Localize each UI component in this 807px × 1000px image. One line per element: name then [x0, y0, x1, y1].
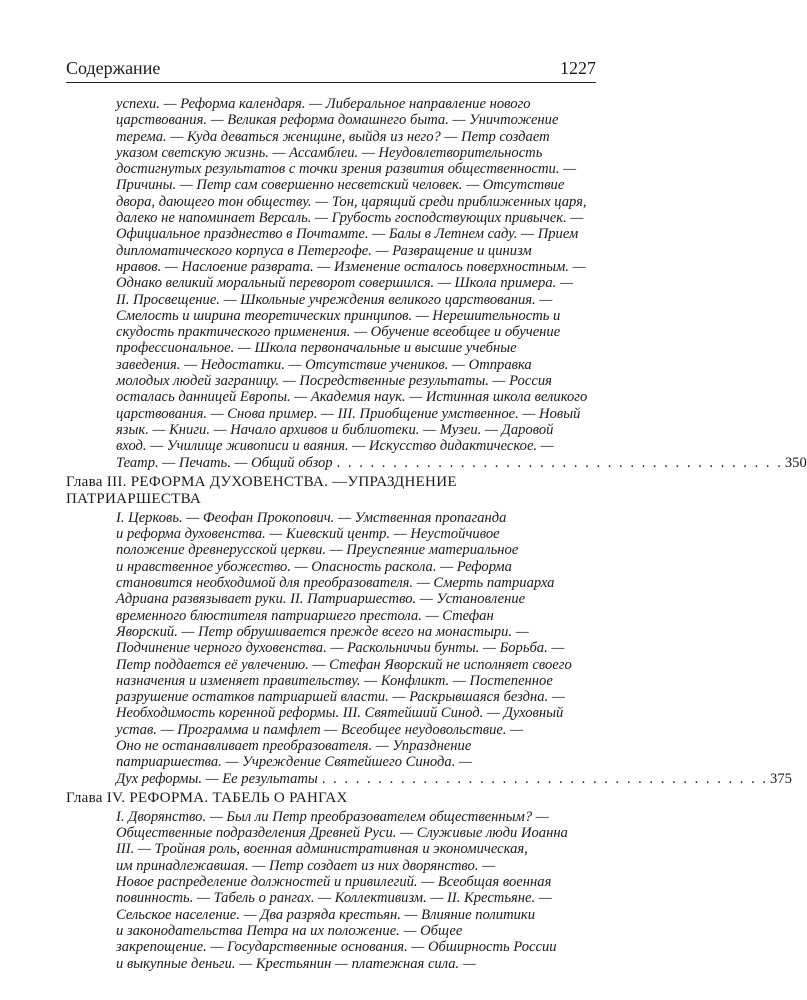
- toc-entry-summary: [116, 809, 596, 972]
- summary-line: III. — Тройная роль, военная административная и экономическая,: [116, 841, 528, 858]
- summary-line: скудость практического применения. — Обучение всеобщее и обучение: [116, 324, 561, 341]
- summary-line: молодых людей заграницу. — Посредственные результаты. — Россия: [116, 373, 552, 390]
- summary-line: заведения. — Недостатки. — Отсутствие учеников. — Отправка: [116, 356, 532, 373]
- summary-line: и законодательства Петра на их положение. — Общее: [116, 922, 463, 939]
- summary-line: Яворский. — Петр обрушивается прежде всего на монастыри. —: [116, 623, 529, 640]
- toc-entry-summary: [116, 96, 807, 471]
- summary-line: дипломатического корпуса в Петергофе. — Развращение и цинизм: [116, 242, 532, 259]
- summary-line: Необходимость коренной реформы. III. Святейший Синод. — Духовный: [116, 705, 564, 722]
- summary-line: Однако великий моральный переворот совершился. — Школа примера. —: [116, 275, 573, 292]
- summary-line: двора, дающего тон обществу. — Тон, царящий среди приближенных царя,: [116, 193, 587, 210]
- summary-line: терема. — Куда деваться женщине, выйдя из него? — Петр создает: [116, 128, 550, 145]
- summary-line: становится необходимой для преобразователя. — Смерть патриарха: [116, 575, 555, 592]
- summary-line: Адриана развязывает руки. II. Патриаршество. — Установление: [116, 591, 526, 608]
- summary-line: устав. — Программа и памфлет — Всеобщее неудовольствие. —: [116, 721, 524, 738]
- summary-line: Театр. — Печать. — Общий обзор: [116, 454, 333, 471]
- summary-line: Общественные подразделения Древней Руси. — Служивые люди Иоанна: [116, 825, 568, 842]
- summary-line: царствования. — Великая реформа домашнего быта. — Уничтожение: [116, 112, 559, 129]
- summary-line: нравов. — Наслоение разврата. — Изменение осталось поверхностным. —: [116, 258, 586, 275]
- toc-page-number: 375: [770, 770, 792, 787]
- summary-line: закрепощение. — Государственные основания. — Обширность России: [116, 939, 557, 956]
- toc-entry-summary: [116, 509, 792, 787]
- summary-line: вход. — Училище живописи и ваяния. — Искусство дидактическое. —: [116, 438, 554, 455]
- chapter-heading-line: Глава III. РЕФОРМА ДУХОВЕНСТВА. —УПРАЗДНЕНИЕ: [66, 473, 457, 490]
- summary-line: далеко не напоминает Версаль. — Грубость господствующих привычек. —: [116, 210, 584, 227]
- running-title: Содержание: [66, 58, 161, 78]
- summary-line: успехи. — Реформа календаря. — Либеральное направление нового: [116, 96, 531, 112]
- summary-line: разрушение остатков патриаршей власти. — Раскрывшаяся бездна. —: [116, 689, 565, 706]
- summary-line: достигнутых результатов с точки зрения развития общественности. —: [116, 161, 577, 178]
- summary-line: временного блюстителя патриаршего престола. — Стефан: [116, 607, 494, 624]
- chapter-heading-line: ПАТРИАРШЕСТВА: [66, 490, 202, 507]
- toc-body: [66, 96, 807, 972]
- summary-line: Смелость и ширина теоретических принципов. — Нерешительность и: [116, 307, 561, 324]
- running-header: [66, 58, 596, 83]
- leader-dots: . . . . . . . . . . . . . . . . . . . . . . . . . . . . . . . . . . . . . . . .: [321, 770, 769, 787]
- summary-line: положение древнерусской церкви. — Преуспеяние материальное: [116, 542, 519, 559]
- page-number: 1227: [560, 58, 596, 78]
- summary-line: I. Церковь. — Феофан Прокопович. — Умственная пропаганда: [116, 509, 507, 526]
- summary-line: назначения и изменяет правительству. — Конфликт. — Постепенное: [116, 672, 553, 689]
- summary-line: Оно не останавливает преобразователя. — Упразднение: [116, 737, 472, 754]
- summary-line: повинность. — Табель о рангах. — Коллективизм. — II. Крестьяне. —: [116, 890, 552, 907]
- summary-line: I. Дворянство. — Был ли Петр преобразователем общественным? —: [116, 808, 549, 825]
- summary-line: Сельское население. — Два разряда крестьян. — Влияние политики: [116, 906, 536, 923]
- toc-entry-last-line: [116, 454, 807, 471]
- chapter-heading-line: Глава IV. РЕФОРМА. ТАБЕЛЬ О РАНГАХ: [66, 789, 348, 806]
- summary-line: Подчинение черного духовенства. — Раскольничьи бунты. — Борьба. —: [116, 640, 565, 657]
- summary-line: патриаршества. — Учреждение Святейшего Синода. —: [116, 754, 472, 771]
- chapter-heading: [66, 790, 596, 807]
- summary-line: профессиональное. — Школа первоначальные и высшие учебные: [116, 340, 517, 357]
- summary-line: Причины. — Петр сам совершенно несветский человек. — Отсутствие: [116, 177, 565, 194]
- summary-line: и выкупные деньги. — Крестьянин — платежная сила. —: [116, 955, 476, 972]
- summary-line: указом светскую жизнь. — Ассамблеи. — Неудовлетворительность: [116, 144, 543, 161]
- summary-line: язык. — Книги. — Начало архивов и библиотеки. — Музеи. — Даровой: [116, 421, 554, 438]
- summary-line: Дух реформы. — Ее результаты: [116, 770, 318, 787]
- summary-line: Новое распределение должностей и привилегий. — Всеобщая военная: [116, 874, 552, 891]
- toc-page-number: 350: [784, 454, 807, 471]
- summary-line: II. Просвещение. — Школьные учреждения великого царствования. —: [116, 291, 553, 308]
- summary-line: осталась данницей Европы. — Академия наук. — Истинная школа великого: [116, 389, 588, 406]
- summary-line: Петр поддается её увлечению. — Стефан Яворский не исполняет своего: [116, 656, 572, 673]
- chapter-heading: [66, 474, 596, 508]
- toc-entry-last-line: [116, 770, 792, 787]
- summary-line: и нравственное убожество. — Опасность раскола. — Реформа: [116, 558, 512, 575]
- summary-line: и реформа духовенства. — Киевский центр. — Неустойчивое: [116, 526, 500, 543]
- leader-dots: . . . . . . . . . . . . . . . . . . . . . . . . . . . . . . . . . . . . . . . .: [336, 454, 783, 471]
- summary-line: им принадлежавшая. — Петр создает из них дворянство. —: [116, 857, 496, 874]
- summary-line: Официальное празднество в Почтамте. — Балы в Летнем саду. — Прием: [116, 226, 579, 243]
- summary-line: царствования. — Снова пример. — III. Приобщение умственное. — Новый: [116, 405, 581, 422]
